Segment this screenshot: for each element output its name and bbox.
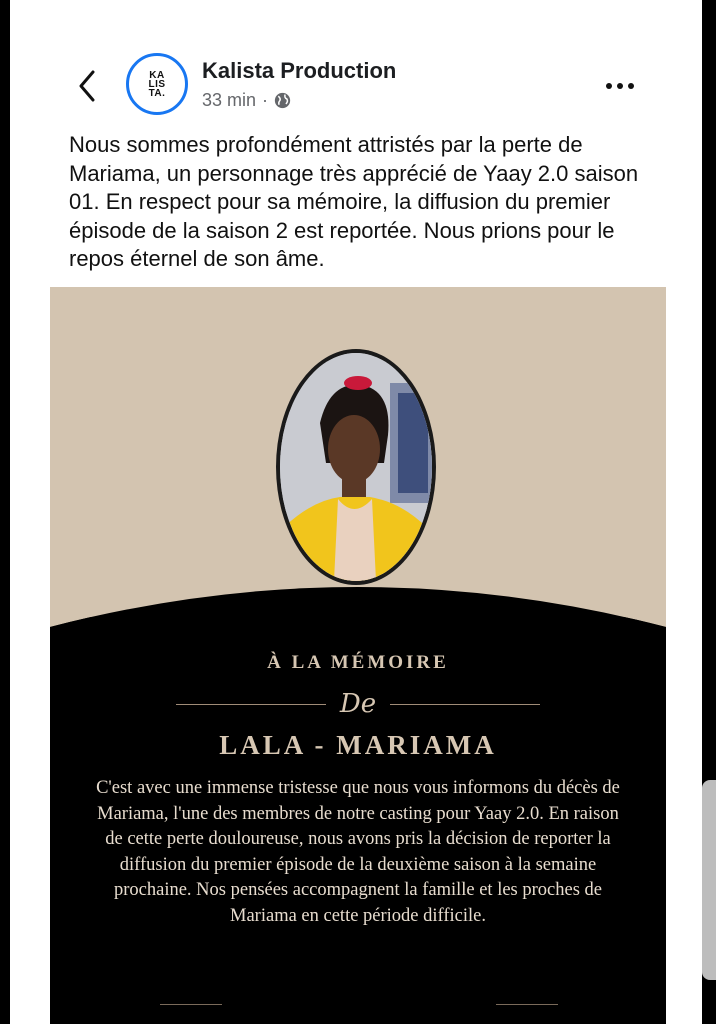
more-options-button[interactable] — [600, 76, 640, 96]
meta-separator: · — [262, 90, 269, 110]
chevron-left-icon — [78, 70, 96, 102]
portrait-frame — [276, 349, 436, 585]
de-row — [50, 689, 666, 719]
memorial-image[interactable] — [50, 287, 666, 1024]
post-time[interactable]: 33 min — [202, 90, 257, 110]
screen — [10, 0, 702, 1024]
post-text: Nous sommes profondément attristés par la perte de Mariama, un personnage très apprécié de Yaay 2.0 saison 01. En respect pour sa mémoire, la diffusion du premier épisode de la saison 2 est reportée. Nous prions pour le repos éternel de son âme. — [69, 132, 639, 271]
divider-right — [390, 704, 540, 705]
post-meta — [202, 90, 291, 111]
globe-icon[interactable] — [274, 92, 291, 109]
portrait-photo — [280, 353, 432, 581]
more-dots-icon — [628, 83, 634, 89]
memorial-name: LALA - MARIAMA — [219, 730, 497, 760]
side-scroll-handle[interactable] — [702, 780, 716, 980]
back-button[interactable] — [72, 66, 102, 106]
bottom-divider-right — [496, 1004, 558, 1005]
memorial-heading: À LA MÉMOIRE — [267, 652, 449, 673]
avatar-logo-text: KA LIS TA. — [148, 69, 166, 99]
page-name[interactable]: Kalista Production — [202, 58, 397, 83]
de-script: De — [339, 689, 377, 719]
divider-left — [176, 704, 326, 705]
bottom-divider-left — [160, 1004, 222, 1005]
memorial-message: C'est avec une immense tristesse que nous vous informons du décès de Mariama, l'une des membres de notre casting pour Yaay 2.0. En raison de cette perte douloureuse, nous avons pris la décision de reporter la diffusion du premier épisode de la deuxième saison à la semaine prochaine. Nos pensées accompagnent la famille et les proches de Mariama en cette période difficile. — [96, 778, 620, 926]
more-dots-icon — [617, 83, 623, 89]
page-avatar[interactable] — [126, 53, 188, 115]
more-dots-icon — [606, 83, 612, 89]
